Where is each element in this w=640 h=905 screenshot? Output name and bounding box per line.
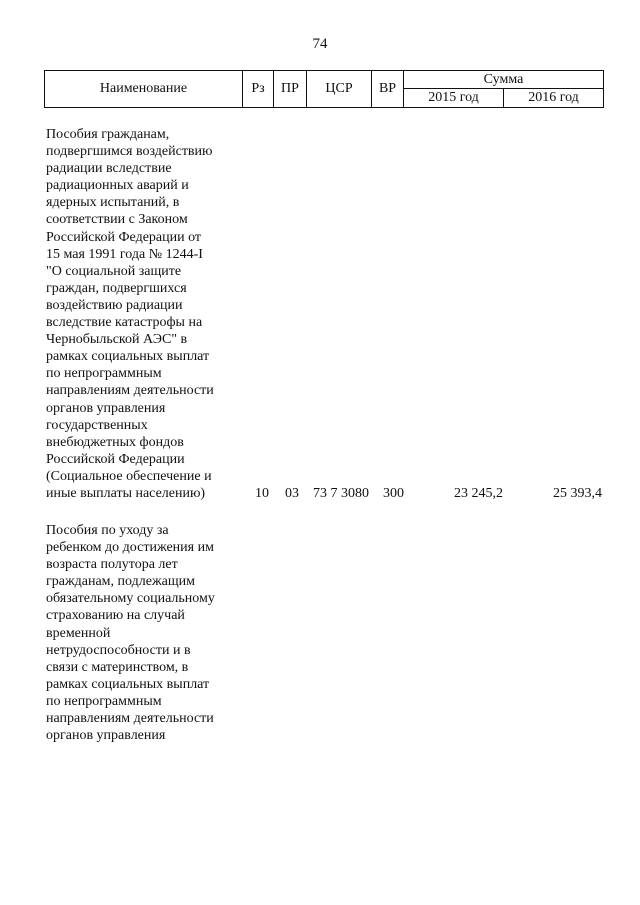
row-rz: 10 xyxy=(255,486,269,501)
row-vr: 300 xyxy=(383,486,404,501)
header-vr: ВР xyxy=(372,71,404,108)
row-name: Пособия по уходу за ребенком до достижения им возраста полутора лет гражданам, подлежащим обязательному социальному страхованию на случай временной нетрудоспособности и в связи с материнством, в рамках социальных выплат по непрограммным направлениям деятельности органов управления xyxy=(46,523,215,744)
row-sum-2016: 25 393,4 xyxy=(553,486,602,501)
row-sum-2015: 23 245,2 xyxy=(454,486,503,501)
row-pr: 03 xyxy=(285,486,299,501)
row-name: Пособия гражданам, подвергшимся воздействию радиации вследствие радиационных аварий и ядерных испытаний, в соответствии с Законом Российской Федерации от 15 мая 1991 года № 1244-I "О социальной защите граждан, подвергшихся воздействию радиации вследствие катастрофы на Чернобыльской АЭС" в рамках социальных выплат по непрограммным направлениям деятельности органов управления государственных внебюджетных фондов Российской Федерации (Социальное обеспечение и иные выплаты населению) xyxy=(46,127,214,501)
row-csr: 73 7 3080 xyxy=(313,486,369,501)
header-rz: Рз xyxy=(243,71,274,108)
page-number: 74 xyxy=(312,36,328,52)
table-header xyxy=(44,70,604,108)
header-year-2016: 2016 год xyxy=(504,89,604,108)
header-csr: ЦСР xyxy=(307,71,372,108)
header-year-2015: 2015 год xyxy=(404,89,504,108)
header-sum: Сумма xyxy=(404,71,604,89)
header-pr: ПР xyxy=(274,71,307,108)
header-name: Наименование xyxy=(45,71,243,108)
